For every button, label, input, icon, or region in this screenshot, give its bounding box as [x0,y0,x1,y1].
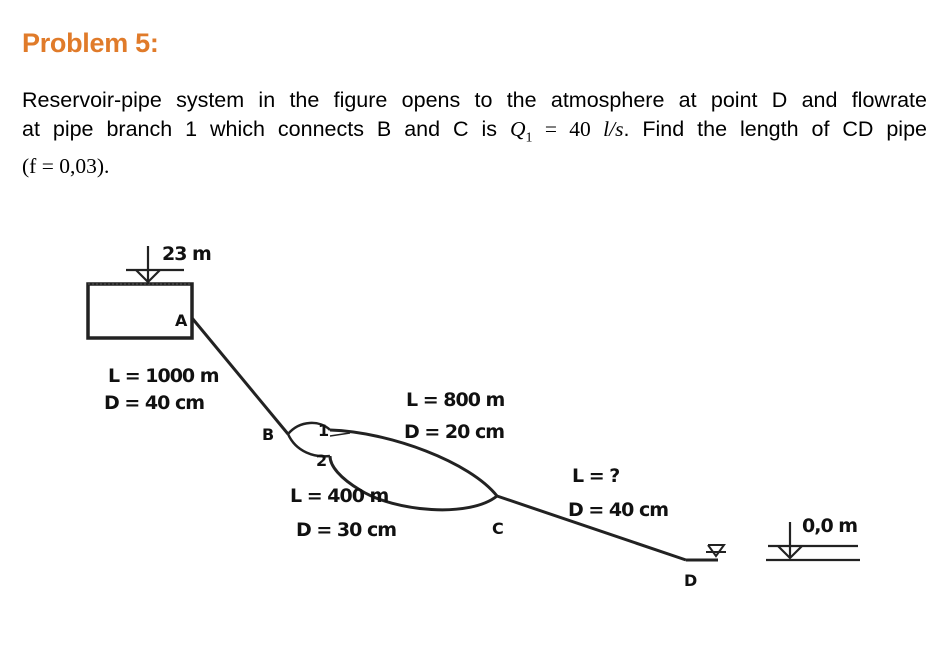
branch-1-diameter: D = 20 cm [404,421,505,443]
outlet-water-level-icon [706,545,726,556]
datum-elevation-label: 0,0 m [802,515,858,537]
pipe-cd-length: L = ? [572,465,620,487]
point-a-label: A [175,311,187,330]
point-d-label: D [684,571,697,590]
pipe-cd-diameter: D = 40 cm [568,499,669,521]
point-b-label: B [262,425,274,444]
problem-title: Problem 5: [22,28,159,58]
branch-2-diameter: D = 30 cm [296,519,397,541]
pipe-ab-diameter: D = 40 cm [104,392,205,414]
branch-1-label: 1 [318,421,329,440]
flowrate-symbol: Q [509,117,526,141]
point-c-label: C [492,519,503,538]
reservoir-elevation-label: 23 m [162,243,211,265]
statement-line-3: (f = 0,03). [22,154,110,179]
statement-line-2: at pipe branch 1 which connects B and C is $Q_1 = 40$ l/s. Find the length of CD pipe [22,117,927,146]
branch-2-label: 2 [316,451,327,470]
pipe-ab-length: L = 1000 m [108,365,219,387]
statement-line-1: Reservoir-pipe system in the figure opens to the atmosphere at point D and flowrate [22,88,927,112]
branch-2-length: L = 400 m [290,485,389,507]
friction-factor: f = 0,03 [29,154,97,179]
flowrate-unit: l/s [603,117,624,141]
branch-1-length: L = 800 m [406,389,505,411]
